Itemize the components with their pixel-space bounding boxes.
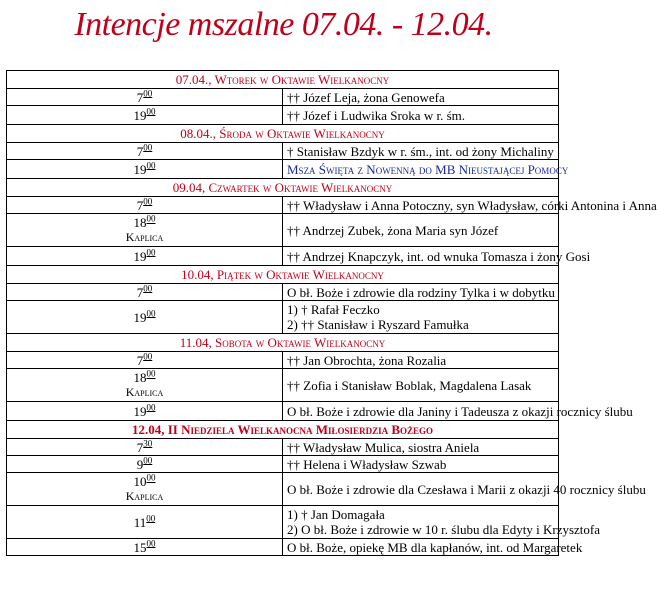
intention-text [283,214,559,247]
day-header-row [7,266,559,284]
intention-line: †† Józef Leja, żona Genowefa [287,89,445,105]
mass-minutes: 00 [146,538,156,549]
mass-hour: 19 [133,107,147,123]
mass-place: Kaplica [125,230,164,244]
mass-hour: 7 [136,352,144,368]
mass-minutes: 00 [143,351,153,362]
mass-minutes: 00 [146,308,156,319]
mass-time [7,284,283,301]
intention-line: Msza Święta z Nowenną do MB Nieustającej Pomocy [287,161,569,177]
mass-hour: 9 [136,456,144,472]
mass-hour: 18 [133,215,147,230]
mass-time [7,506,283,539]
mass-hour: 10 [133,474,147,489]
mass-time [7,247,283,266]
intention-text [283,284,559,301]
mass-time [7,89,283,106]
day-header: 07.04., Wtorek w Oktawie Wielkanocny [7,71,559,89]
mass-time [7,402,283,421]
mass-hour: 19 [133,309,147,325]
mass-minutes: 00 [146,402,156,413]
intention-row [7,143,559,160]
intention-text [283,369,559,402]
mass-hour: 7 [136,89,144,105]
intention-line: 2) †† Stanisław i Ryszard Famułka [287,317,469,332]
mass-minutes: 00 [146,106,156,117]
mass-hour: 19 [133,248,147,264]
intention-line: 2) O bł. Boże i zdrowie w 10 r. ślubu dla Edyty i Krzysztofa [287,522,601,537]
intention-row [7,352,559,369]
day-header: 12.04, II Niedziela Wielkanocna Miłosierdzia Bożego [7,421,559,439]
mass-minutes: 00 [146,513,156,524]
mass-minutes: 30 [143,438,153,449]
intention-text [283,473,646,506]
intention-text [283,106,559,125]
intention-row [7,473,559,506]
mass-minutes: 00 [143,455,153,466]
mass-minutes: 00 [143,283,153,294]
intention-row [7,456,559,473]
intention-row [7,89,559,106]
intention-text [283,439,559,456]
mass-time [7,456,283,473]
mass-time [7,301,283,334]
intention-line: †† Andrzej Zubek, żona Maria syn Józef [287,222,499,238]
intention-row [7,284,559,301]
intention-line: O bł. Boże, opiekę MB dla kapłanów, int. od Margaretek [287,539,583,555]
mass-hour: 7 [136,439,144,455]
mass-time [7,352,283,369]
intention-row [7,214,559,247]
intention-row [7,247,559,266]
mass-time [7,106,283,125]
intention-text [283,539,583,556]
mass-hour: 7 [136,197,144,213]
intention-row [7,402,559,421]
day-header-row [7,179,559,197]
table-body [7,71,657,556]
intention-row [7,106,559,125]
mass-time [7,143,283,160]
intention-text [283,247,591,266]
day-header-row [7,125,559,143]
day-header: 11.04, Sobota w Oktawie Wielkanocny [7,334,559,352]
intention-line: †† Helena i Władysław Szwab [287,456,447,472]
mass-place: Kaplica [125,385,164,399]
intention-text [283,456,559,473]
mass-time [7,160,283,179]
mass-time [7,214,283,247]
intention-row [7,301,559,334]
intention-line: † Stanisław Bzdyk w r. śm., int. od żony Michaliny [287,143,554,159]
intention-text [283,352,559,369]
intention-row [7,506,559,539]
mass-minutes: 00 [146,213,156,224]
mass-hour: 15 [133,539,147,555]
mass-place: Kaplica [125,489,164,503]
mass-hour: 7 [136,284,144,300]
intention-line: †† Władysław Mulica, siostra Aniela [287,439,480,455]
mass-time [7,473,283,506]
intention-row [7,160,559,179]
intention-line: 1) † Rafał Feczko [287,302,380,317]
intention-text [283,197,657,214]
mass-intentions-table [6,70,657,556]
intention-text [283,506,601,539]
day-header: 10.04, Piątek w Oktawie Wielkanocny [7,266,559,284]
intention-text [283,160,569,179]
day-header-row [7,71,559,89]
mass-minutes: 00 [146,247,156,258]
intention-row [7,197,559,214]
intention-line: †† Władysław i Anna Potoczny, syn Władysław, córki Antonina i Anna [287,197,657,213]
intention-line: O bł. Boże i zdrowie dla Czesława i Marii z okazji 40 rocznicy ślubu [287,481,646,497]
mass-minutes: 00 [143,88,153,99]
mass-hour: 11 [133,514,147,530]
mass-minutes: 00 [146,368,156,379]
day-header-row [7,421,559,439]
intention-row [7,439,559,456]
intention-line: O bł. Boże i zdrowie dla Janiny i Tadeusza z okazji rocznicy ślubu [287,403,633,419]
day-header: 08.04., Środa w Oktawie Wielkanocny [7,125,559,143]
mass-hour: 19 [133,403,147,419]
mass-hour: 19 [133,161,147,177]
mass-minutes: 00 [143,196,153,207]
intention-line: †† Zofia i Stanisław Boblak, Magdalena Lasak [287,377,532,393]
intention-line: O bł. Boże i zdrowie dla rodziny Tylka i w dobytku [287,284,555,300]
intention-text [283,402,633,421]
intention-line: 1) † Jan Domagała [287,507,385,522]
day-header: 09.04, Czwartek w Oktawie Wielkanocny [7,179,559,197]
intention-line: †† Andrzej Knapczyk, int. od wnuka Tomasza i żony Gosi [287,248,591,264]
mass-hour: 18 [133,370,147,385]
mass-minutes: 00 [143,142,153,153]
page-title: Intencje mszalne 07.04. - 12.04. [74,6,493,43]
intention-row [7,369,559,402]
mass-minutes: 00 [146,160,156,171]
intention-text [283,143,559,160]
mass-minutes: 00 [146,472,156,483]
intention-line: †† Jan Obrochta, żona Rozalia [287,352,447,368]
intention-text [283,301,559,334]
mass-time [7,539,283,556]
day-header-row [7,334,559,352]
intention-text [283,89,559,106]
intention-line: †† Józef i Ludwika Sroka w r. śm. [287,107,466,123]
mass-time [7,197,283,214]
intention-row [7,539,559,556]
mass-time [7,369,283,402]
mass-time [7,439,283,456]
mass-hour: 7 [136,143,144,159]
